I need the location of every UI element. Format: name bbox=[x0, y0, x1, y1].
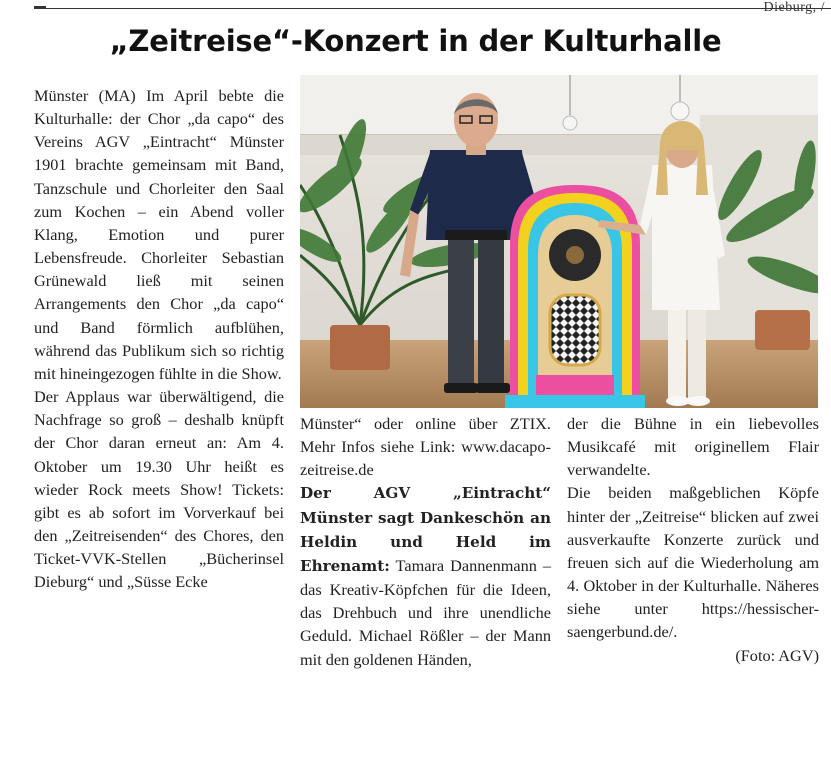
paragraph: Münster“ oder online über ZTIX. Mehr Infos siehe Link: www.dacapo-zeitreise.de bbox=[300, 414, 551, 480]
header-rule bbox=[34, 0, 831, 15]
article-photo bbox=[300, 75, 818, 408]
highlighted-lead: Der AGV „Eintracht“ Münster sagt Dankeschön an Heldin und Held im Ehrenamt: bbox=[300, 484, 551, 575]
paragraph: Der Applaus war überwältigend, die Nachfrage so groß – deshalb knüpft der Chor daran erneut an: Am 4. Oktober um 19.30 Uhr heißt es wieder Rock meets Show! Tickets: gibt es ab sofort im Vorverkauf bei den „Zeitreisenden“ des Chores, den Ticket-VVK-Stellen „Bücherinsel Dieburg“ und „Süsse Ecke bbox=[34, 387, 284, 592]
photo-illustration bbox=[300, 75, 818, 408]
paragraph: der die Bühne in ein liebevolles Musikcafé mit originellem Flair verwandelte. bbox=[567, 414, 819, 480]
paragraph bbox=[300, 481, 551, 670]
jukebox bbox=[505, 185, 645, 408]
crop-mark bbox=[34, 0, 46, 8]
paragraph: Die beiden maßgeblichen Köpfe hinter der „Zeitreise“ blicken auf zwei ausverkaufte Konzerte zurück und freuen sich auf die Wiederholung am 4. Oktober in der Kulturhalle. Näheres siehe unter https://hessischer-saengerbund.de/. bbox=[567, 483, 819, 642]
paragraph: Münster (MA) Im April bebte die Kulturhalle: der Chor „da capo“ des Vereins AGV „Eintracht“ Münster 1901 brachte gemeinsam mit Band, Tanzschule und Chorleiter den Saal zum Kochen – ein Abend voller Klang, Emotion und purer Lebensfreude. Chorleiter Sebastian Grünewald ließ mit seinen Arrangements den Chor „da capo“ und Band förmlich aufblühen, während das Publikum sich so richtig mit hineingezogen fühlte in die Show. bbox=[34, 86, 284, 383]
article-column-1 bbox=[34, 84, 284, 593]
article-column-2 bbox=[300, 412, 551, 671]
photo-credit: (Foto: AGV) bbox=[735, 645, 819, 665]
paragraph-text: Tamara Dannenmann – das Kreativ-Köpfchen für die Ideen, das Drehbuch und ihre unendliche Geduld. Michael Rößler – der Mann mit den goldenen Händen, bbox=[300, 555, 551, 669]
article-column-3 bbox=[567, 412, 819, 667]
header-crop-text: Dieburg, / bbox=[763, 0, 825, 15]
article-headline: „Zeitreise“-Konzert in der Kulturhalle bbox=[109, 24, 722, 58]
